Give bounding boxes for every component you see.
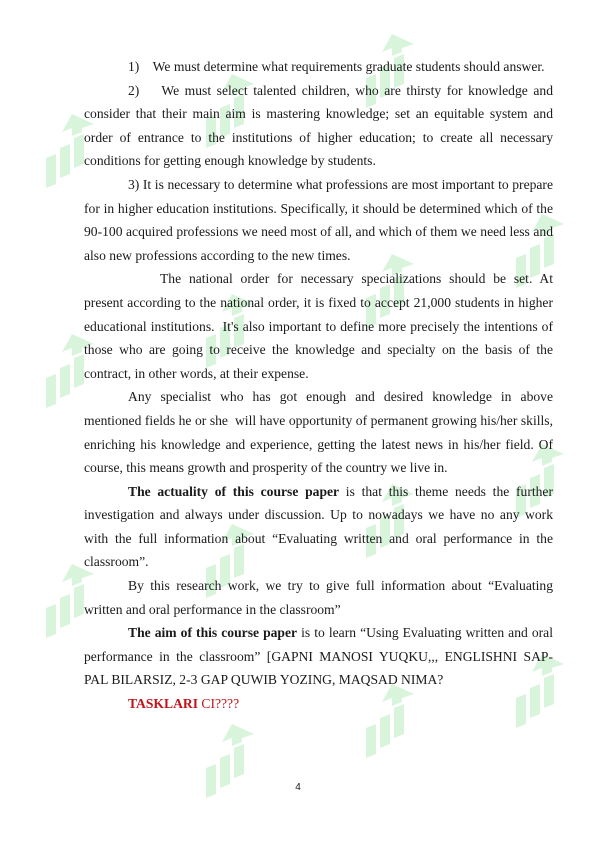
page-number: 4 — [295, 782, 301, 793]
aim-heading: The aim of this course paper — [128, 625, 298, 641]
aim-text: is to learn “Using Evaluating written and oral performance in the classroom” [GAPNI MANOSI YUQKU,,, ENGLISHNI SAP-PAL BILARSIZ, 2-3 GAP QUWIB YOZING, MAQSAD NIMA? — [84, 625, 553, 688]
body-text — [84, 55, 553, 716]
paragraph-1: 1) We must determine what requirements graduate students should answer. — [128, 59, 545, 74]
paragraph-8 — [84, 621, 553, 692]
paragraph-3: 3) It is necessary to determine what professions are most important to prepare for in higher education institutions. Specifically, it should be determined which of the 90-100 acquired professions we need most of all, and which of them we need less and also new professions according to the new times. — [84, 176, 553, 263]
paragraph-9 — [84, 692, 553, 716]
tasks-heading: TASKLARI — [128, 696, 198, 712]
tasks-text: CI???? — [198, 696, 240, 712]
paragraph-2: 2) We must select talented children, who are thirsty for knowledge and consider that their main aim is mastering knowledge; set an equitable system and order of entrance to the institutions of higher education; to create all necessary conditions for getting enough knowledge by students. — [84, 82, 553, 169]
paragraph-6 — [84, 480, 553, 574]
actuality-text: is that this theme needs the further investigation and always under discussion. Up to nowadays we have no any work with the full information about “Evaluating written and oral performance in the classroom”. — [84, 483, 553, 570]
paragraph-5: Any specialist who has got enough and desired knowledge in above mentioned fields he or she will have opportunity of permanent growing his/her skills, enriching his knowledge and experience, getting the latest news in his/her field. Of course, this means growth and prosperity of the country we live in. — [84, 389, 553, 476]
actuality-heading: The actuality of this course paper — [128, 483, 340, 499]
paragraph-7: By this research work, we try to give full information about “Evaluating written and oral performance in the classroom” — [84, 578, 553, 617]
paragraph-4: The national order for necessary specializations should be set. At present according to the national order, it is fixed to accept 21,000 students in higher educational institutions. It's also important to define more precisely the intentions of those who are going to receive the knowledge and specialty on the basis of the contract, in other words, at their expense. — [84, 271, 553, 381]
